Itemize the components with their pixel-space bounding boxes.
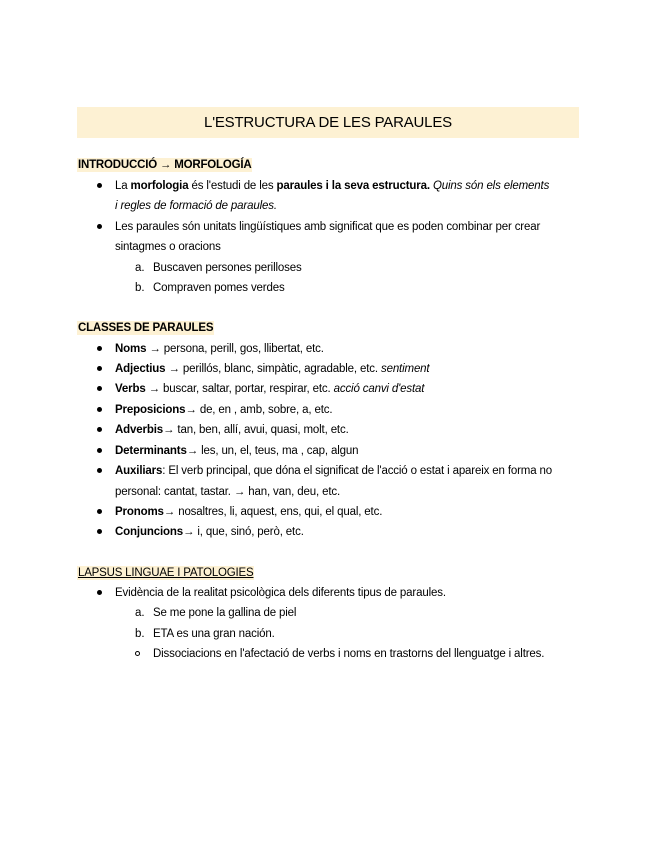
bullet-icon <box>97 509 102 514</box>
term: Determinants <box>115 445 187 457</box>
term: Conjuncions <box>115 526 183 538</box>
bold-phrase: paraules i la seva estructura. <box>276 180 430 192</box>
bullet-icon <box>97 529 102 534</box>
list-item-paraules: Les paraules són unitats lingüístiques amb significat que es poden combinar per crear <box>115 221 541 233</box>
sub-item: ETA es una gran nación. <box>153 628 275 640</box>
text: → nosaltres, li, aquest, ens, qui, el qual, etc. <box>163 506 383 518</box>
sub-marker: b. <box>135 628 145 640</box>
italic-note: sentiment <box>380 363 430 375</box>
text: → i, que, sinó, però, etc. <box>183 526 304 538</box>
text: → tan, ben, allí, avui, quasi, molt, etc. <box>163 424 349 436</box>
bullet-icon <box>97 468 102 473</box>
list-item-continuation: sintagmes o oracions <box>115 241 221 253</box>
sub-item: Compraven pomes verdes <box>153 282 285 294</box>
text: La <box>115 180 131 192</box>
italic-question: Quins són els elements <box>429 180 550 192</box>
list-item-verbs <box>115 382 424 396</box>
text: → de, en , amb, sobre, a, etc. <box>185 404 333 416</box>
sub-item: Se me pone la gallina de piel <box>153 607 297 619</box>
hollow-bullet-icon <box>135 651 140 656</box>
section-heading-introduccio: INTRODUCCIÓ → MORFOLOGÍA <box>78 159 252 171</box>
text: → perillós, blanc, simpàtic, agradable, etc. <box>165 363 381 375</box>
sub-item: Buscaven persones perilloses <box>153 262 302 274</box>
italic-question-cont: i regles de formació de paraules. <box>115 200 277 212</box>
section-heading-classes: CLASSES DE PARAULES <box>78 322 214 334</box>
list-item-morfologia <box>115 179 549 193</box>
section-heading-lapsus: LAPSUS LINGUAE I PATOLOGIES <box>78 567 254 579</box>
list-item-adverbis <box>115 423 349 437</box>
term: Adjectius <box>115 363 166 375</box>
list-item-pronoms <box>115 505 382 519</box>
text: → persona, perill, gos, llibertat, etc. <box>146 343 324 355</box>
bullet-icon <box>97 346 102 351</box>
sub-marker: b. <box>135 282 145 294</box>
text: : El verb principal, que dóna el significat de l'acció o estat i apareix en forma no <box>162 465 553 477</box>
sub-marker: a. <box>135 607 145 619</box>
term: Pronoms <box>115 506 164 518</box>
list-item-auxiliars <box>115 464 552 478</box>
bullet-icon <box>97 448 102 453</box>
term: Auxiliars <box>115 465 163 477</box>
text: → les, un, el, teus, ma , cap, algun <box>186 445 359 457</box>
bullet-icon <box>97 427 102 432</box>
page-title: L'ESTRUCTURA DE LES PARAULES <box>77 107 579 138</box>
term: Adverbis <box>115 424 164 436</box>
term: Preposicions <box>115 404 186 416</box>
list-item-noms <box>115 342 324 356</box>
italic-note: acció canvi d'estat <box>333 383 425 395</box>
list-item-evidencia: Evidència de la realitat psicològica dels diferents tipus de paraules. <box>115 587 446 599</box>
list-item-conjuncions <box>115 525 304 539</box>
list-item-adjectius <box>115 362 429 376</box>
text: és l'estudi de les <box>188 180 277 192</box>
bullet-icon <box>97 183 102 188</box>
list-item-determinants <box>115 444 358 458</box>
list-item-preposicions <box>115 403 332 417</box>
sub-marker: a. <box>135 262 145 274</box>
list-item-continuation <box>115 199 277 213</box>
bullet-icon <box>97 590 102 595</box>
bullet-icon <box>97 224 102 229</box>
bullet-icon <box>97 366 102 371</box>
bullet-icon <box>97 386 102 391</box>
bullet-icon <box>97 407 102 412</box>
text: → buscar, saltar, portar, respirar, etc. <box>145 383 334 395</box>
sub-item: Dissociacions en l'afectació de verbs i noms en trastorns del llenguatge i altres. <box>153 648 545 660</box>
term: Noms <box>115 343 147 355</box>
bold-term: morfologia <box>130 180 189 192</box>
term: Verbs <box>115 383 146 395</box>
list-item-continuation: personal: cantat, tastar. → han, van, deu, etc. <box>115 486 341 498</box>
